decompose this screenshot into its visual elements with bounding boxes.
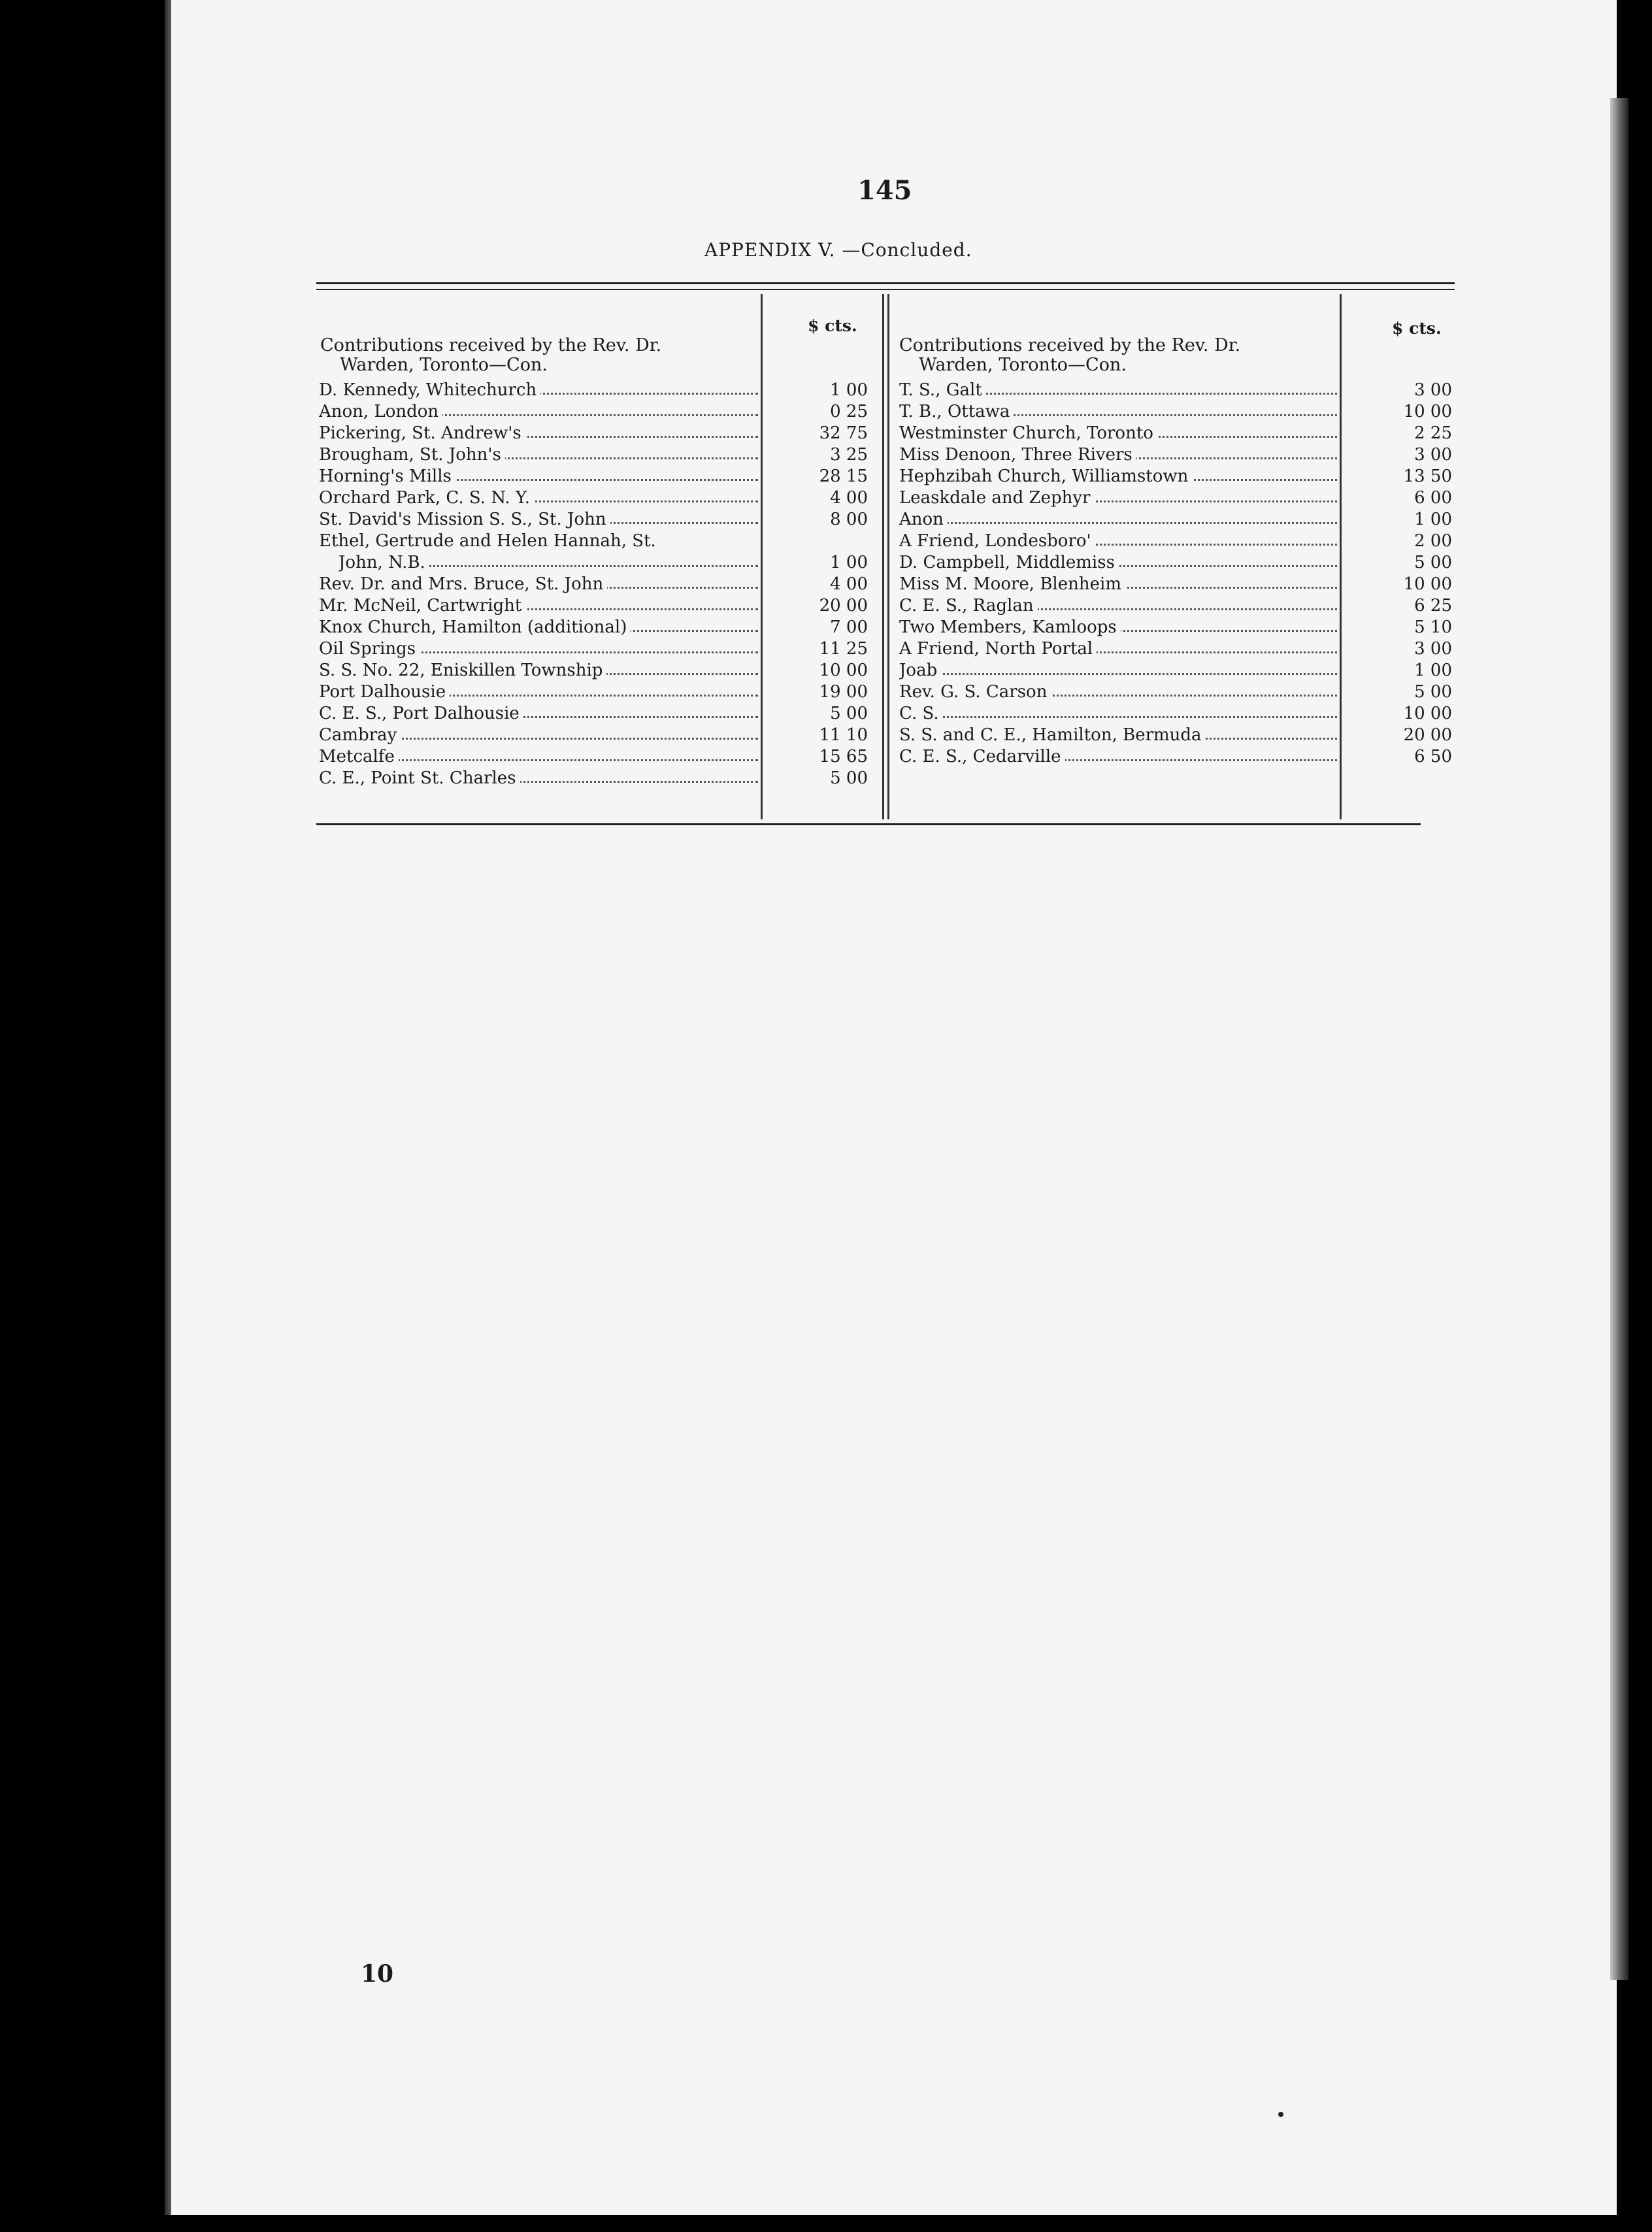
appendix-suffix: —Concluded. xyxy=(842,239,972,261)
page-edge-shadow xyxy=(1610,98,1628,1980)
contributor-name-text: T. B., Ottawa xyxy=(899,402,1014,421)
contributor-name xyxy=(319,531,758,551)
contributor-name xyxy=(899,510,1337,529)
contribution-amount: 20 00 xyxy=(819,596,868,615)
contribution-row xyxy=(899,639,1452,661)
contributor-name xyxy=(319,467,758,486)
contribution-row xyxy=(319,596,868,617)
contribution-row xyxy=(899,617,1452,639)
contribution-amount: 10 00 xyxy=(1403,704,1452,723)
contributor-name xyxy=(319,423,758,443)
contributor-name xyxy=(899,402,1337,421)
contribution-amount: 5 00 xyxy=(1414,682,1452,702)
left-intro-line1: Contributions received by the Rev. Dr. xyxy=(320,335,662,355)
contribution-row xyxy=(319,704,868,725)
contributor-name-text: Leaskdale and Zephyr xyxy=(899,488,1094,508)
contribution-row xyxy=(899,402,1452,423)
contributor-name-text: Anon xyxy=(899,510,948,529)
contributor-name-text: Anon, London xyxy=(319,402,442,421)
contributor-name xyxy=(319,488,758,508)
contribution-row xyxy=(899,380,1452,402)
table-top-rule-inner xyxy=(316,289,1455,290)
contributor-name xyxy=(899,682,1337,702)
contributor-name-text: A Friend, Londesboro' xyxy=(899,531,1095,551)
contribution-row xyxy=(899,531,1452,553)
contribution-row xyxy=(899,445,1452,467)
contributor-name xyxy=(319,747,758,766)
contributor-name-text: D. Campbell, Middlemiss xyxy=(899,553,1119,572)
contributor-name xyxy=(899,596,1337,615)
contribution-amount: 20 00 xyxy=(1403,725,1452,745)
contributor-name-text: Pickering, St. Andrew's xyxy=(319,423,525,443)
contributor-name xyxy=(899,467,1337,486)
contributor-name-text: Metcalfe xyxy=(319,747,399,766)
contributor-name xyxy=(319,380,758,400)
contributor-name-text: Rev. G. S. Carson xyxy=(899,682,1051,702)
left-contributions-list xyxy=(319,380,868,790)
contributor-name-text: Brougham, St. John's xyxy=(319,445,505,465)
contribution-amount: 6 50 xyxy=(1414,747,1452,766)
appendix-heading xyxy=(704,239,972,261)
contributor-name-text: S. S. No. 22, Eniskillen Township xyxy=(319,661,606,680)
contributor-name-text: Horning's Mills xyxy=(319,467,455,486)
contributor-name xyxy=(899,531,1337,551)
appendix-title: APPENDIX V. xyxy=(704,239,836,261)
contribution-row xyxy=(319,661,868,682)
contribution-amount: 10 00 xyxy=(819,661,868,680)
table-bottom-rule xyxy=(316,823,1421,825)
contributor-name-text: T. S., Galt xyxy=(899,380,986,400)
contribution-row xyxy=(319,617,868,639)
contribution-amount: 32 75 xyxy=(819,423,868,443)
contribution-row xyxy=(319,768,868,790)
contribution-amount: 0 25 xyxy=(830,402,868,421)
right-currency-header: $ cts. xyxy=(1392,319,1442,338)
contribution-amount: 3 00 xyxy=(1414,639,1452,659)
contribution-amount: 13 50 xyxy=(1403,467,1452,486)
contributor-name xyxy=(319,661,758,680)
contributor-name-text: D. Kennedy, Whitechurch xyxy=(319,380,540,400)
contributor-name-text: Joab xyxy=(899,661,941,680)
contribution-amount: 4 00 xyxy=(830,488,868,508)
contributor-name-text: C. E. S., Cedarville xyxy=(899,747,1065,766)
contribution-row xyxy=(899,704,1452,725)
left-section-intro xyxy=(320,336,661,375)
contributor-name-text: Hephzibah Church, Williamstown xyxy=(899,467,1192,486)
contributor-name-text: Two Members, Kamloops xyxy=(899,617,1121,637)
contributor-name-text: Rev. Dr. and Mrs. Bruce, St. John xyxy=(319,574,607,594)
contributor-name-text: St. David's Mission S. S., St. John xyxy=(319,510,610,529)
contribution-row xyxy=(319,682,868,704)
contribution-amount: 11 10 xyxy=(819,725,868,745)
contribution-row xyxy=(899,682,1452,704)
contributor-name-text: Knox Church, Hamilton (additional) xyxy=(319,617,631,637)
contribution-amount: 1 00 xyxy=(830,553,868,572)
left-intro-line2: Warden, Toronto—Con. xyxy=(340,355,548,375)
contribution-row xyxy=(319,510,868,531)
right-section-intro xyxy=(899,336,1240,375)
contribution-row xyxy=(899,423,1452,445)
contributor-name xyxy=(319,682,758,702)
contributor-name xyxy=(899,488,1337,508)
contributor-name-text: Westminster Church, Toronto xyxy=(899,423,1157,443)
contribution-row xyxy=(319,531,868,553)
contributor-name xyxy=(319,768,758,788)
contributor-name-text: C. S. xyxy=(899,704,943,723)
table-top-rule xyxy=(316,282,1455,284)
contribution-row xyxy=(319,380,868,402)
contributor-name xyxy=(899,445,1337,465)
contributor-name xyxy=(899,639,1337,659)
contributor-name xyxy=(899,747,1337,766)
contributor-name xyxy=(899,553,1337,572)
contribution-row xyxy=(899,510,1452,531)
contributor-name-text: Oil Springs xyxy=(319,639,420,659)
contributor-name xyxy=(319,704,758,723)
contribution-row xyxy=(319,725,868,747)
contribution-row xyxy=(319,402,868,423)
center-divider xyxy=(882,294,884,819)
contributor-name xyxy=(899,617,1337,637)
contributor-name xyxy=(899,380,1337,400)
contribution-amount: 4 00 xyxy=(830,574,868,594)
contribution-row xyxy=(899,596,1452,617)
right-intro-line2: Warden, Toronto—Con. xyxy=(919,355,1127,375)
center-divider-2 xyxy=(887,294,889,819)
contribution-amount: 5 00 xyxy=(1414,553,1452,572)
contributor-name-text: Mr. McNeil, Cartwright xyxy=(319,596,525,615)
contribution-row xyxy=(899,574,1452,596)
contribution-row xyxy=(319,574,868,596)
contributor-name xyxy=(899,725,1337,745)
contribution-row xyxy=(319,747,868,768)
speck-mark xyxy=(1278,2112,1283,2117)
contribution-row xyxy=(319,488,868,510)
contribution-amount: 19 00 xyxy=(819,682,868,702)
contribution-amount: 1 00 xyxy=(830,380,868,400)
contributor-name xyxy=(899,574,1337,594)
contributor-name-text: Orchard Park, C. S. N. Y. xyxy=(319,488,534,508)
contribution-amount: 11 25 xyxy=(819,639,868,659)
contribution-amount: 8 00 xyxy=(830,510,868,529)
page-number: 145 xyxy=(857,175,912,206)
contributor-name-text: Port Dalhousie xyxy=(319,682,450,702)
contribution-amount: 3 00 xyxy=(1414,445,1452,465)
right-contributions-list xyxy=(899,380,1452,768)
contribution-row xyxy=(899,725,1452,747)
contribution-amount: 10 00 xyxy=(1403,402,1452,421)
contribution-amount: 28 15 xyxy=(819,467,868,486)
contributor-name-text: C. E., Point St. Charles xyxy=(319,768,520,788)
contribution-amount: 7 00 xyxy=(830,617,868,637)
contribution-row xyxy=(319,553,868,574)
contribution-row xyxy=(899,488,1452,510)
contribution-row xyxy=(899,553,1452,574)
contributor-name xyxy=(319,574,758,594)
contributor-name xyxy=(899,423,1337,443)
contribution-row xyxy=(899,467,1452,488)
left-currency-header: $ cts. xyxy=(808,316,857,335)
contribution-row xyxy=(899,661,1452,682)
contribution-row xyxy=(319,467,868,488)
contributor-name xyxy=(319,725,758,745)
contributor-name-text: Miss M. Moore, Blenheim xyxy=(899,574,1125,594)
contribution-amount: 5 00 xyxy=(830,704,868,723)
contributor-name xyxy=(319,445,758,465)
contributor-name-text: John, N.B. xyxy=(339,553,429,572)
right-intro-line1: Contributions received by the Rev. Dr. xyxy=(899,335,1241,355)
contribution-amount: 5 00 xyxy=(830,768,868,788)
contribution-amount: 2 00 xyxy=(1414,531,1452,551)
contributor-name xyxy=(319,402,758,421)
contributor-name-text: Miss Denoon, Three Rivers xyxy=(899,445,1136,465)
contribution-amount: 2 25 xyxy=(1414,423,1452,443)
signature-number: 10 xyxy=(361,1960,394,1988)
contributor-name xyxy=(339,553,758,572)
contribution-amount: 3 25 xyxy=(830,445,868,465)
contributor-name xyxy=(319,596,758,615)
contributor-name xyxy=(899,704,1337,723)
contributor-name-text: Ethel, Gertrude and Helen Hannah, St. xyxy=(319,531,660,551)
contributor-name-text: C. E. S., Port Dalhousie xyxy=(319,704,523,723)
contribution-row xyxy=(319,639,868,661)
contribution-amount: 1 00 xyxy=(1414,510,1452,529)
contribution-amount: 10 00 xyxy=(1403,574,1452,594)
contributor-name-text: C. E. S., Raglan xyxy=(899,596,1038,615)
contribution-row xyxy=(319,423,868,445)
contribution-row xyxy=(899,747,1452,768)
contribution-amount: 6 25 xyxy=(1414,596,1452,615)
contribution-amount: 1 00 xyxy=(1414,661,1452,680)
contributor-name xyxy=(319,617,758,637)
contribution-row xyxy=(319,445,868,467)
contribution-amount: 3 00 xyxy=(1414,380,1452,400)
contributor-name xyxy=(899,661,1337,680)
contributor-name xyxy=(319,510,758,529)
contributor-name xyxy=(319,639,758,659)
contribution-amount: 6 00 xyxy=(1414,488,1452,508)
contributor-name-text: Cambray xyxy=(319,725,401,745)
contribution-amount: 15 65 xyxy=(819,747,868,766)
contributor-name-text: A Friend, North Portal xyxy=(899,639,1097,659)
contributor-name-text: S. S. and C. E., Hamilton, Bermuda xyxy=(899,725,1206,745)
contribution-amount: 5 10 xyxy=(1414,617,1452,637)
